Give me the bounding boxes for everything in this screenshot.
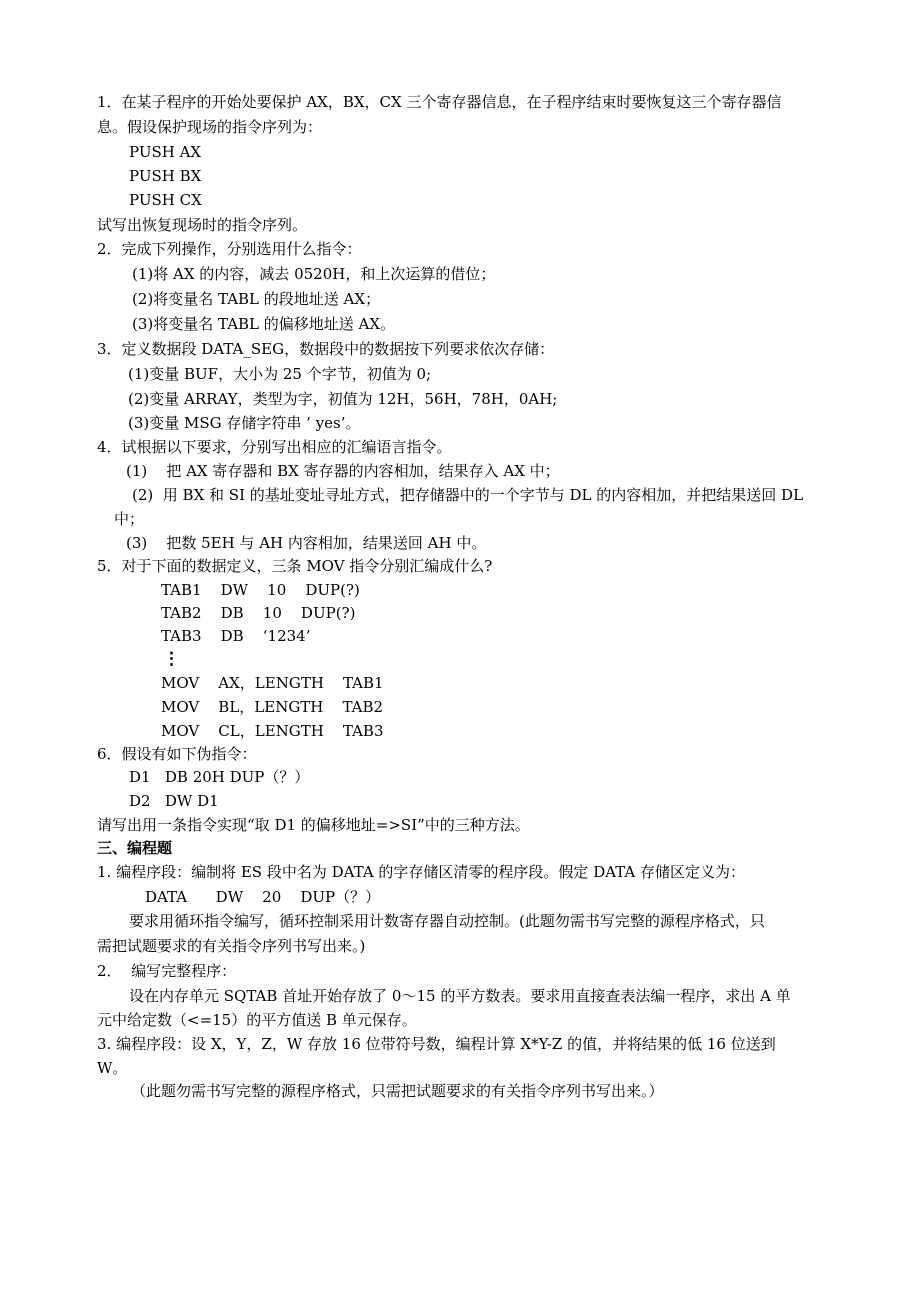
q3-item: (1)变量 BUF，大小为 25 个字节，初值为 0; xyxy=(128,365,432,383)
p1-requirement-continued: 需把试题要求的有关指令序列书写出来。) xyxy=(97,937,366,955)
q4-title: 4．试根据以下要求，分别写出相应的汇编语言指令。 xyxy=(97,438,452,456)
q2-title: 2．完成下列操作，分别选用什么指令： xyxy=(97,240,362,258)
q6-code-line: D2 DW D1 xyxy=(129,792,219,810)
section-heading: 三、编程题 xyxy=(97,839,173,857)
q5-mov-line: MOV AX，LENGTH TAB1 xyxy=(161,674,384,692)
p3-note: （此题勿需书写完整的源程序格式，只需把试题要求的有关指令序列书写出来。） xyxy=(131,1082,664,1100)
q1-line1: 1．在某子程序的开始处要保护 AX，BX，CX 三个寄存器信息，在子程序结束时要恢复这三个寄存器信 xyxy=(97,93,782,111)
q1-line2: 息。假设保护现场的指令序列为： xyxy=(97,118,323,136)
p2-title: 2． 编写完整程序： xyxy=(97,962,237,980)
q3-item: (3)变量 MSG 存储字符串 ’ yes’。 xyxy=(128,414,361,432)
q1-code-line: PUSH BX xyxy=(129,167,202,185)
q4-item: (1) 把 AX 寄存器和 BX 寄存器的内容相加，结果存入 AX 中； xyxy=(126,462,560,480)
q5-def-line: TAB3 DB ‘1234’ xyxy=(161,627,311,645)
q4-item: (2) 用 BX 和 SI 的基址变址寻址方式，把存储器中的一个字节与 DL 的内容相加，并把结果送回 DL xyxy=(132,486,804,504)
p1-title: 1. 编程序段：编制将 ES 段中名为 DATA 的字存储区清零的程序段。假定 DATA 存储区定义为： xyxy=(97,863,746,881)
q1-code-line: PUSH CX xyxy=(129,191,202,209)
p3-title: 3. 编程序段：设 X，Y，Z，W 存放 16 位带符号数，编程计算 X*Y-Z 的值，并将结果的低 16 位送到 xyxy=(97,1035,776,1053)
q5-mov-line: MOV CL，LENGTH TAB3 xyxy=(161,722,384,740)
q6-ask: 请写出用一条指令实现“取 D1 的偏移地址=>SI”中的三种方法。 xyxy=(97,816,530,834)
p3-title-continued: W。 xyxy=(97,1059,128,1077)
p1-code: DATA DW 20 DUP（？） xyxy=(145,888,381,906)
q3-title: 3．定义数据段 DATA_SEG，数据段中的数据按下列要求依次存储： xyxy=(97,340,555,358)
q4-item-continued: 中； xyxy=(114,510,145,528)
q6-code-line: D1 DB 20H DUP（？） xyxy=(129,768,310,786)
p1-requirement: 要求用循环指令编写，循环控制采用计数寄存器自动控制。(此题勿需书写完整的源程序格式，只 xyxy=(129,912,765,930)
q2-item: (2)将变量名 TABL 的段地址送 AX； xyxy=(132,290,381,308)
q5-ellipsis: ⋮ xyxy=(163,649,180,669)
p2-text-continued: 元中给定数（<=15）的平方值送 B 单元保存。 xyxy=(97,1011,417,1029)
q1-ask: 试写出恢复现场时的指令序列。 xyxy=(97,216,308,234)
q5-title: 5．对于下面的数据定义，三条 MOV 指令分别汇编成什么? xyxy=(97,557,493,575)
q5-def-line: TAB2 DB 10 DUP(?) xyxy=(161,604,356,622)
q5-def-line: TAB1 DW 10 DUP(?) xyxy=(161,581,360,599)
q6-title: 6．假设有如下伪指令： xyxy=(97,745,257,763)
q5-mov-line: MOV BL，LENGTH TAB2 xyxy=(161,698,384,716)
q2-item: (1)将 AX 的内容，减去 0520H，和上次运算的借位； xyxy=(132,265,496,283)
q2-item: (3)将变量名 TABL 的偏移地址送 AX。 xyxy=(132,315,396,333)
q4-item: (3) 把数 5EH 与 AH 内容相加，结果送回 AH 中。 xyxy=(126,534,487,552)
q1-code-line: PUSH AX xyxy=(129,143,202,161)
p2-text: 设在内存单元 SQTAB 首址开始存放了 0～15 的平方数表。要求用直接查表法编一程序，求出 A 单 xyxy=(129,987,791,1005)
q3-item: (2)变量 ARRAY，类型为字，初值为 12H，56H，78H，0AH; xyxy=(128,390,558,408)
